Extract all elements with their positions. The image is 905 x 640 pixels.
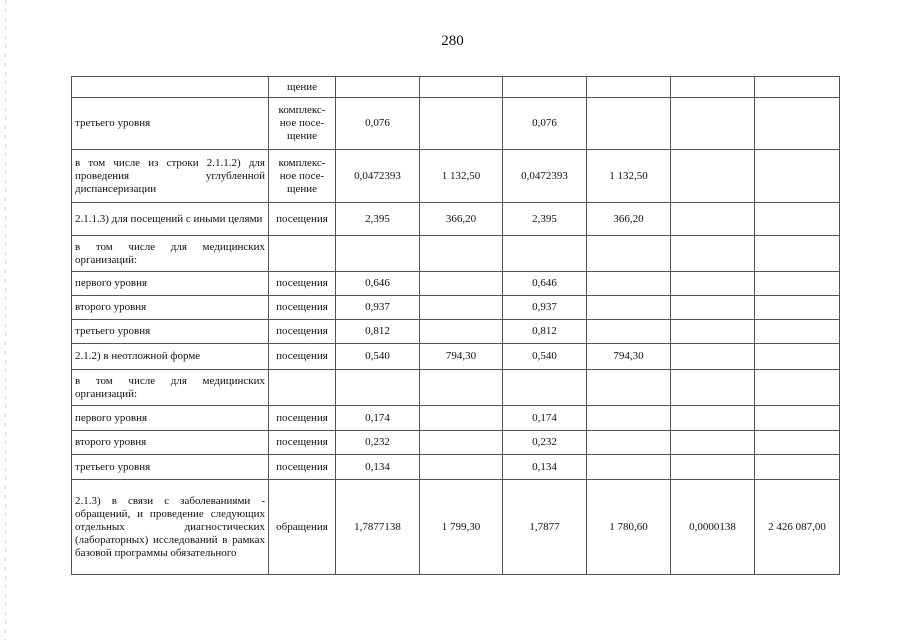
cell-value-4 [587,296,671,320]
cell-value-1: 1,7877138 [336,480,420,575]
cell-value-1: 0,646 [336,272,420,296]
row-unit: посещения [269,344,336,370]
cell-value-2: 366,20 [420,203,503,236]
row-label: первого уровня [72,406,269,431]
cell-value-5 [671,406,755,431]
row-label: первого уровня [72,272,269,296]
row-label: второго уровня [72,296,269,320]
cell-value-4: 1 780,60 [587,480,671,575]
cell-value-2 [420,98,503,150]
cell-value-2 [420,431,503,455]
cell-value-3: 0,232 [503,431,587,455]
cell-value-3: 0,812 [503,320,587,344]
cell-value-6 [755,455,840,480]
cell-value-3: 0,540 [503,344,587,370]
cell-value-1: 0,0472393 [336,150,420,203]
cell-value-1: 0,134 [336,455,420,480]
cell-value-1: 0,540 [336,344,420,370]
row-unit: посещения [269,455,336,480]
cell-value-6 [755,344,840,370]
cell-value-4 [587,406,671,431]
cell-value-5 [671,296,755,320]
cell-value-5 [671,431,755,455]
cell-value-1 [336,370,420,406]
cell-value-3: 0,937 [503,296,587,320]
tariff-table [71,76,840,575]
cell-value-6 [755,77,840,98]
cell-value-4 [587,77,671,98]
cell-value-6 [755,320,840,344]
cell-value-3: 1,7877 [503,480,587,575]
cell-value-4: 366,20 [587,203,671,236]
cell-value-2 [420,77,503,98]
row-label: 2.1.1.3) для посещений с иными целями [72,203,269,236]
cell-value-5 [671,370,755,406]
row-label: 2.1.3) в связи с заболеваниями - обращений, и проведение следующих отдельных диагностических (лабораторных) исследований в рамках базовой программы обязательного [72,480,269,575]
row-label: третьего уровня [72,320,269,344]
cell-value-2 [420,236,503,272]
cell-value-1: 0,812 [336,320,420,344]
table-row [72,344,840,370]
cell-value-5 [671,344,755,370]
cell-value-6 [755,370,840,406]
cell-value-6: 2 426 087,00 [755,480,840,575]
cell-value-4 [587,370,671,406]
cell-value-6 [755,150,840,203]
cell-value-2 [420,320,503,344]
row-label: третьего уровня [72,98,269,150]
cell-value-6 [755,98,840,150]
cell-value-1 [336,236,420,272]
row-unit: комплекс-ное посе-щение [269,98,336,150]
cell-value-4 [587,272,671,296]
row-unit: посещения [269,431,336,455]
row-unit: посещения [269,406,336,431]
row-label: в том числе из строки 2.1.1.2) для проведения углубленной диспансеризации [72,150,269,203]
row-unit: обращения [269,480,336,575]
cell-value-2: 794,30 [420,344,503,370]
cell-value-3 [503,370,587,406]
table-row [72,98,840,150]
cell-value-5 [671,150,755,203]
cell-value-1: 0,076 [336,98,420,150]
cell-value-3: 0,076 [503,98,587,150]
row-unit: посещения [269,272,336,296]
cell-value-3: 0,646 [503,272,587,296]
table-row [72,431,840,455]
page-number: 280 [441,33,464,49]
row-unit: щение [269,77,336,98]
cell-value-1: 0,937 [336,296,420,320]
cell-value-1: 0,174 [336,406,420,431]
row-unit: посещения [269,203,336,236]
table-row [72,320,840,344]
cell-value-4 [587,455,671,480]
cell-value-6 [755,431,840,455]
cell-value-1: 2,395 [336,203,420,236]
table-row [72,150,840,203]
row-label: второго уровня [72,431,269,455]
table-row [72,480,840,575]
table-row [72,296,840,320]
cell-value-5 [671,272,755,296]
table-row [72,455,840,480]
row-label: в том числе для медицинских организаций: [72,236,269,272]
row-label: 2.1.2) в неотложной форме [72,344,269,370]
cell-value-2: 1 799,30 [420,480,503,575]
cell-value-3: 0,174 [503,406,587,431]
cell-value-2: 1 132,50 [420,150,503,203]
cell-value-5 [671,320,755,344]
cell-value-2 [420,272,503,296]
cell-value-4 [587,320,671,344]
table-row [72,272,840,296]
cell-value-4 [587,431,671,455]
row-unit: посещения [269,296,336,320]
row-unit [269,236,336,272]
table-row [72,203,840,236]
row-unit [269,370,336,406]
table-row [72,406,840,431]
cell-value-3 [503,77,587,98]
row-unit: посещения [269,320,336,344]
row-unit: комплекс-ное посе-щение [269,150,336,203]
cell-value-1 [336,77,420,98]
table-row [72,77,840,98]
cell-value-4 [587,236,671,272]
cell-value-4: 794,30 [587,344,671,370]
cell-value-5 [671,236,755,272]
row-label: в том числе для медицинских организаций: [72,370,269,406]
row-label: третьего уровня [72,455,269,480]
cell-value-6 [755,296,840,320]
cell-value-4 [587,98,671,150]
cell-value-4: 1 132,50 [587,150,671,203]
cell-value-6 [755,203,840,236]
table-row [72,370,840,406]
cell-value-6 [755,236,840,272]
cell-value-6 [755,272,840,296]
cell-value-2 [420,370,503,406]
cell-value-3: 0,0472393 [503,150,587,203]
cell-value-2 [420,296,503,320]
table-row [72,236,840,272]
cell-value-5 [671,455,755,480]
cell-value-2 [420,455,503,480]
cell-value-5: 0,0000138 [671,480,755,575]
cell-value-5 [671,77,755,98]
row-label [72,77,269,98]
cell-value-6 [755,406,840,431]
cell-value-3 [503,236,587,272]
scan-edge-mark [5,0,6,640]
cell-value-1: 0,232 [336,431,420,455]
cell-value-2 [420,406,503,431]
cell-value-3: 2,395 [503,203,587,236]
cell-value-5 [671,203,755,236]
cell-value-3: 0,134 [503,455,587,480]
cell-value-5 [671,98,755,150]
